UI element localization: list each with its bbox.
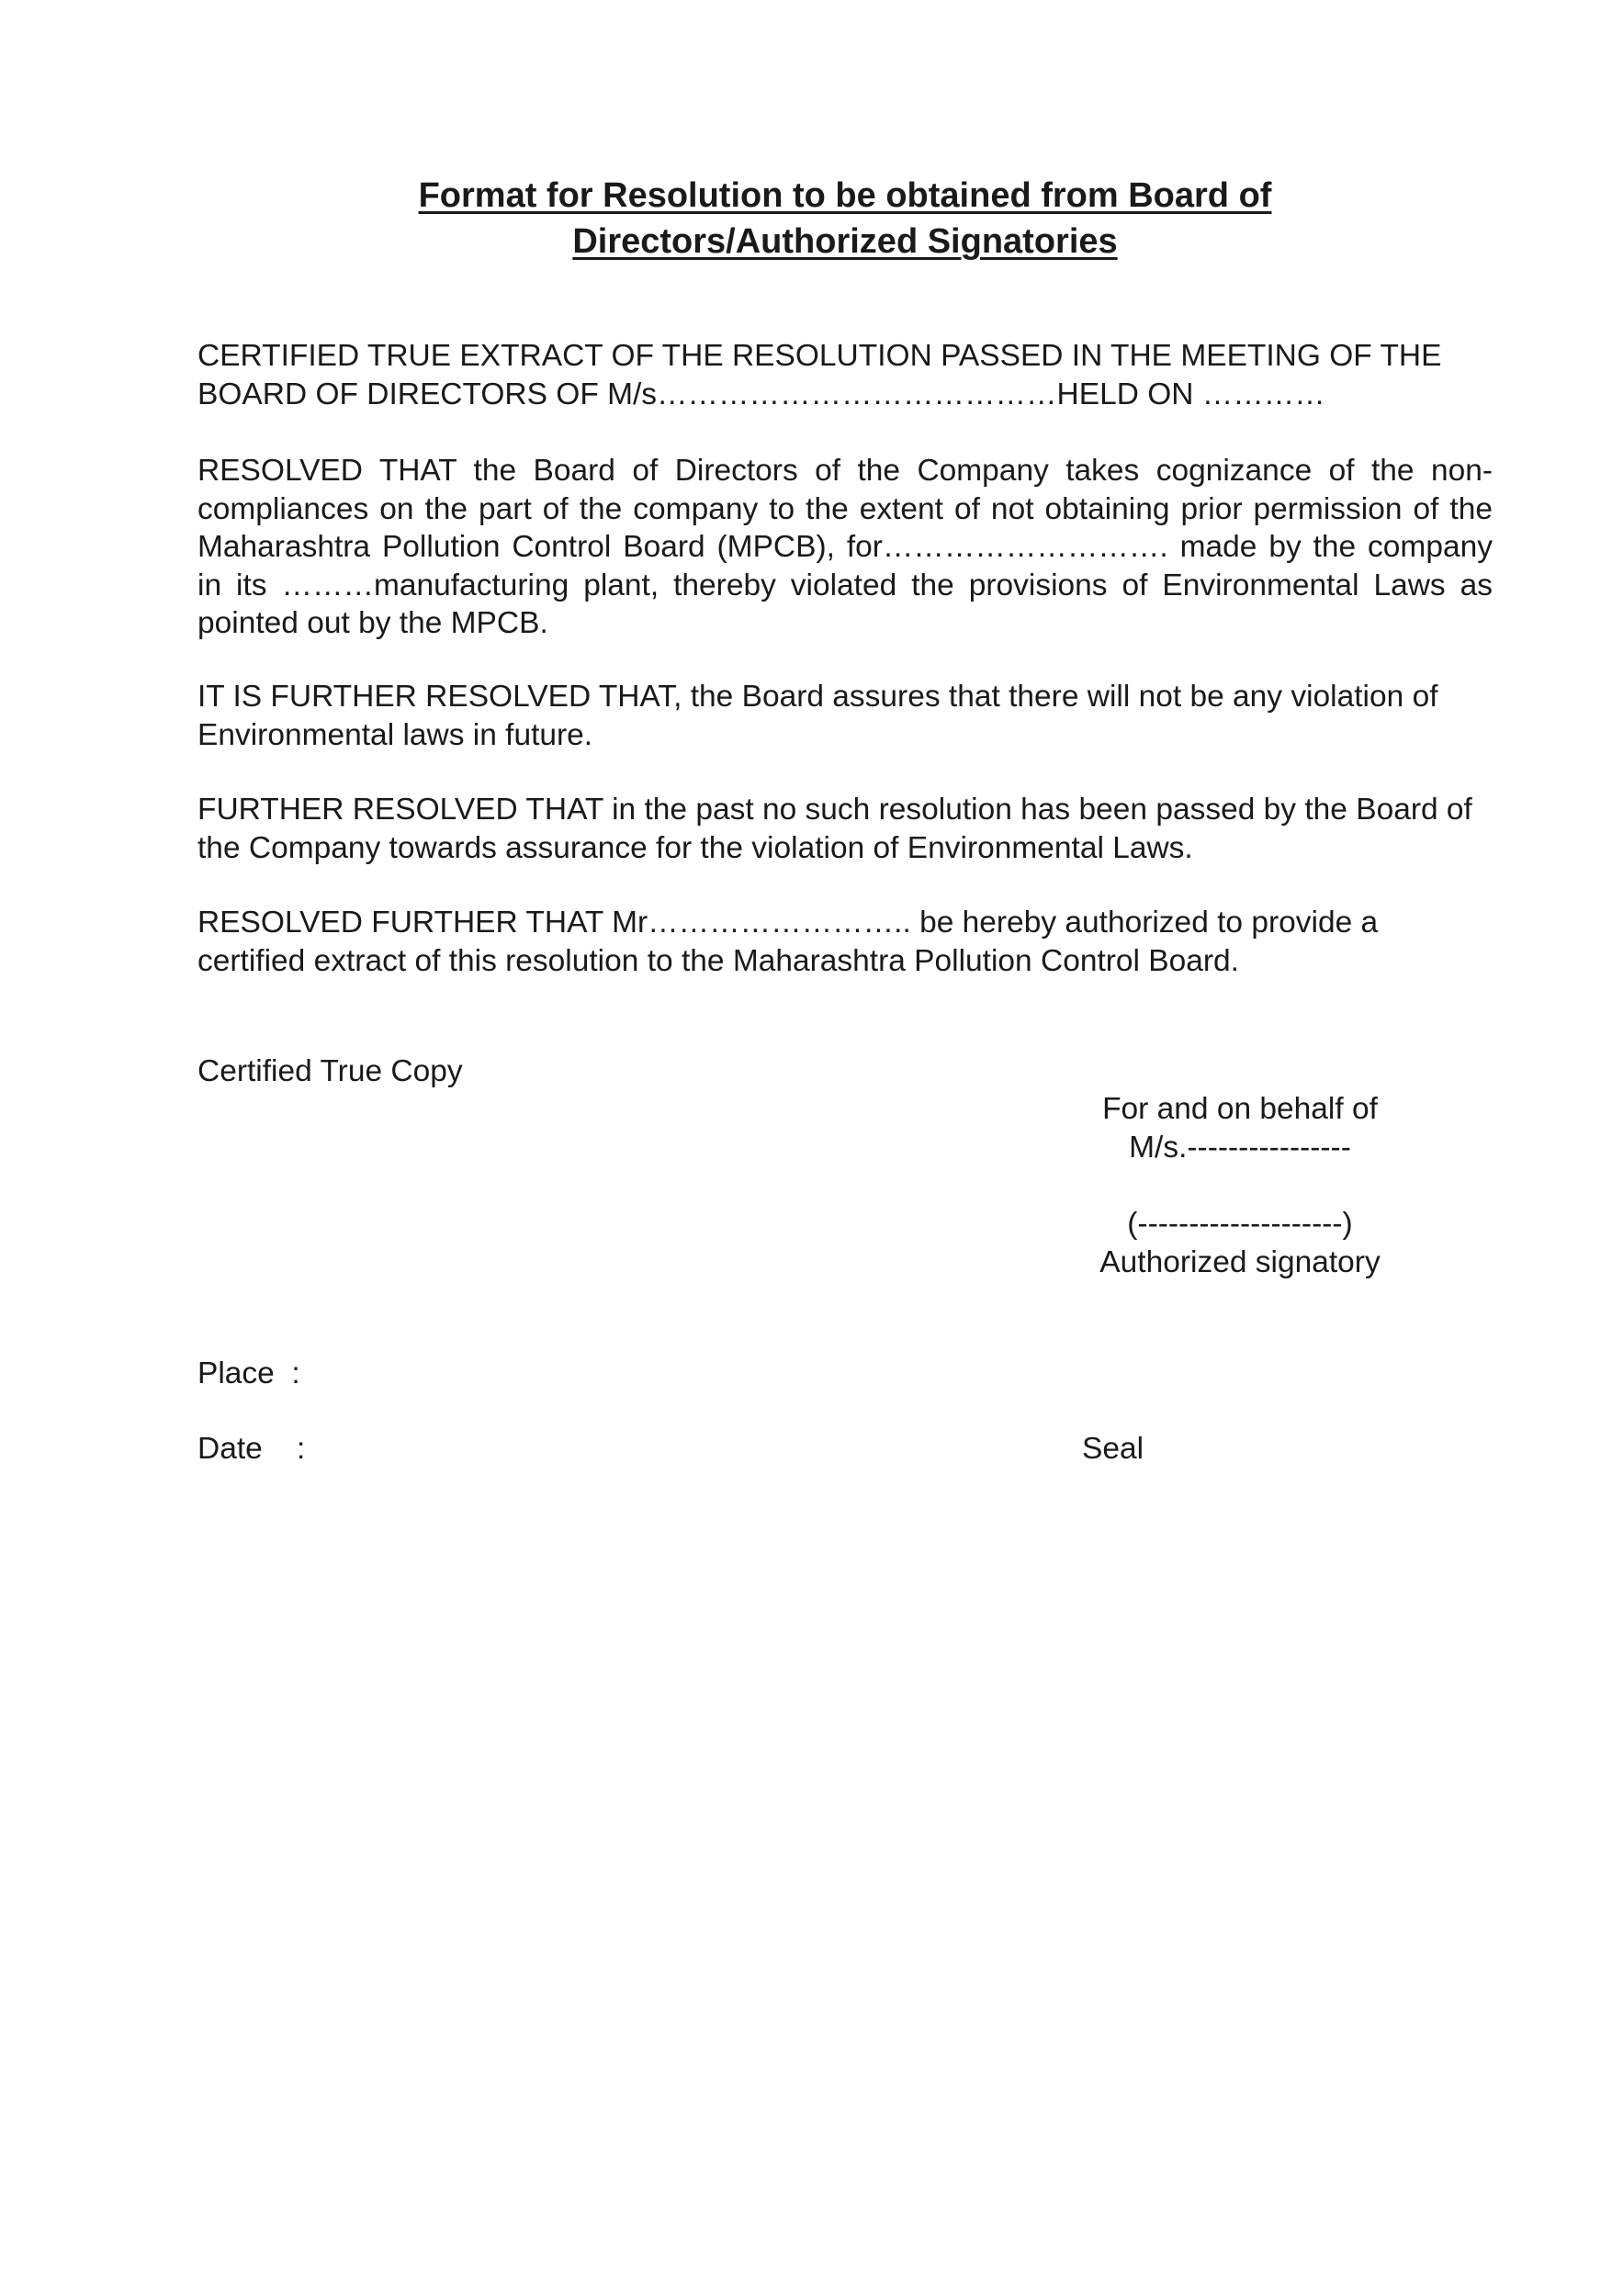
company-name-blank: M/s.----------------	[1129, 1130, 1351, 1165]
on-behalf-label: For and on behalf of	[1102, 1092, 1378, 1126]
document-title	[197, 173, 1493, 264]
authorized-signatory-label: Authorized signatory	[1099, 1244, 1381, 1279]
further-resolved-paragraph-2: FURTHER RESOLVED THAT in the past no such resolution has been passed by the Board of the Company towards assurance for the violation of Environmental Laws.	[197, 793, 1472, 865]
certified-extract-paragraph: CERTIFIED TRUE EXTRACT OF THE RESOLUTION PASSED IN THE MEETING OF THE BOARD OF DIRECTORS OF M/s…………………………………HELD ON …………	[197, 339, 1442, 411]
date-label: Date :	[197, 1432, 306, 1466]
on-behalf-block	[1056, 1090, 1424, 1166]
further-resolved-paragraph-1: IT IS FURTHER RESOLVED THAT, the Board assures that there will not be any violation of Environmental laws in future.	[197, 680, 1438, 752]
title-line-1: Format for Resolution to be obtained from Board of	[418, 176, 1272, 215]
signatory-name-blank: (--------------------)	[1127, 1207, 1353, 1241]
certified-true-copy-label: Certified True Copy	[197, 1054, 463, 1088]
signatory-block	[1056, 1205, 1424, 1281]
resolved-that-paragraph: RESOLVED THAT the Board of Directors of the Company takes cognizance of the non-compliances on the part of the company to the extent of not obtaining prior permission of the Maharashtra Pollution Control Board (MPCB), for………………………. made by the company in its ………manufacturing plant, thereby violated the provisions of Environmental Laws as pointed out by the MPCB.	[197, 454, 1493, 640]
title-line-2: Directors/Authorized Signatories	[572, 222, 1118, 261]
place-label: Place :	[197, 1356, 300, 1390]
seal-label: Seal	[1082, 1432, 1144, 1466]
resolved-further-paragraph: RESOLVED FURTHER THAT Mr…………………….. be hereby authorized to provide a certified extract of this resolution to the Maharashtra Pollution Control Board.	[197, 906, 1379, 978]
